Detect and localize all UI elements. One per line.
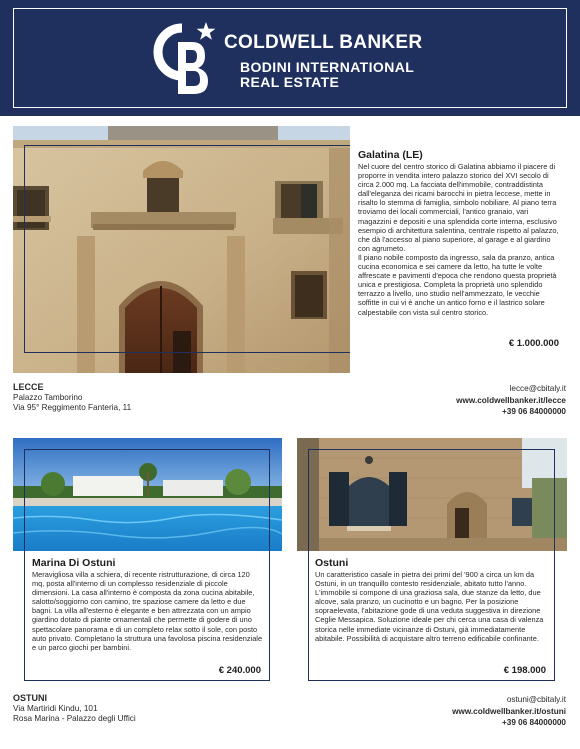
ostuni-price: € 198.000 xyxy=(503,665,546,676)
ostuni-address-line1: Via Martiridi Kindu, 101 xyxy=(13,703,98,713)
lecce-office-contacts xyxy=(456,383,566,418)
brand-name: COLDWELL BANKER xyxy=(224,32,423,53)
galatina-description xyxy=(358,162,559,317)
lecce-phone: +39 06 84000000 xyxy=(502,407,566,416)
lecce-office-address xyxy=(13,382,131,414)
ostuni-phone: +39 06 84000000 xyxy=(502,718,566,727)
lecce-web-link[interactable]: www.coldwellbanker.it/lecce xyxy=(456,395,566,405)
header-frame xyxy=(13,8,567,108)
lecce-email-link[interactable]: lecce@cbitaly.it xyxy=(509,384,566,393)
galatina-palazzo-photo xyxy=(13,126,350,373)
galatina-description-p1: Nel cuore del centro storico di Galatina abbiamo il piacere di proporre in vendita intero palazzo storico del XVI secolo di circa 2.000 mq. La facciata dell'immobile, contraddistinta dall'eleganza dei ricami barocchi in pietra leccese, mette in risalto lo stemma di famiglia, simbolo nobiliare. Al piano terra troviamo dei locali commerciali, l'antico granaio, vari magazzini e depositi e una splendida corte interna, esclusivo esempio di architettura salentina, centrale rispetto al palazzo, che dà l'accesso al piano superiore, al garage e al giardino con agrumeto. xyxy=(358,162,559,253)
ostuni-description: Un caratteristico casale in pietra dei primi del '900 a circa un km da Ostuni, in un tranquillo contesto residenziale, abitato tutto l'anno. L'immobile si compone di una graziosa sala, due stanze da letto, due alcove, sala pranzo, un cucinotto e un bagno. Per la posizione sopraelevata, l'abitazione gode di una veduta suggestiva in direzione Ceglie Messapica. Soluzione ideale per chi cerca una casa di valenza storica nelle immediate vicinanze di Ostuni, già immediatamente abitabile. Possibilità di acquistare altro terreno edificabile confinante. xyxy=(315,570,544,643)
ostuni-email-link[interactable]: ostuni@cbitaly.it xyxy=(506,695,566,704)
ostuni-address-line2: Rosa Marina - Palazzo degli Uffici xyxy=(13,714,136,723)
ostuni-title: Ostuni xyxy=(315,557,349,569)
lecce-address-line1: Palazzo Tamborino xyxy=(13,392,83,402)
marina-di-ostuni-villa-photo xyxy=(13,438,282,551)
brand-subtitle-line2: REAL ESTATE xyxy=(240,74,340,90)
marina-price: € 240.000 xyxy=(218,665,261,676)
brand-subtitle xyxy=(240,60,414,90)
ostuni-office-contacts xyxy=(452,694,566,729)
coldwell-banker-logo-icon xyxy=(152,20,218,96)
lecce-city: LECCE xyxy=(13,382,44,392)
lecce-address-line2: Via 95° Reggimento Fanteria, 11 xyxy=(13,403,132,412)
ostuni-city: OSTUNI xyxy=(13,693,48,703)
header-banner xyxy=(0,0,580,116)
ostuni-office-address xyxy=(13,693,136,725)
galatina-price: € 1.000.000 xyxy=(508,338,559,349)
ostuni-listing-card xyxy=(309,552,554,680)
marina-title: Marina Di Ostuni xyxy=(32,557,116,569)
galatina-description-p2: Il piano nobile composto da ingresso, sala da pranzo, antica cucina economica e sei camere da letto, ha tutte le volte affrescate e pavimenti d'epoca che rendono questa proprietà unica e prestigiosa. Completa la proprietà uno splendido terrazzo a livello, uno studio nell'ammezzato, le vecchie soffitte in cui vi è anche un antico forno e il lastrico solare calpestabile con vista sul centro storico. xyxy=(358,252,557,317)
ostuni-casale-photo xyxy=(297,438,567,551)
marina-description: Meravigliosa villa a schiera, di recente ristrutturazione, di circa 120 mq, posta all'interno di un complesso residenziale di piccole dimensioni. La casa all'interno è composta da zona cucina abitabile, salotto/soggiorno con camino, tre spaziose camere da letto e due bagni. La villa all'esterno è elegante e ben attrezzata con un ampio giardino dotato di piante ornamentali che permette di godere di uno spettacolare panorama e di un completo relax sotto il sole, con posto auto privato. Completano la struttura una favolosa piscina residenziale e un parco giochi per bambini. xyxy=(32,570,263,652)
ostuni-web-link[interactable]: www.coldwellbanker.it/ostuni xyxy=(452,706,566,716)
galatina-title: Galatina (LE) xyxy=(358,149,423,161)
galatina-listing-card xyxy=(350,145,567,353)
brand-subtitle-line1: BODINI INTERNATIONAL xyxy=(240,59,415,75)
marina-listing-card xyxy=(25,552,269,680)
